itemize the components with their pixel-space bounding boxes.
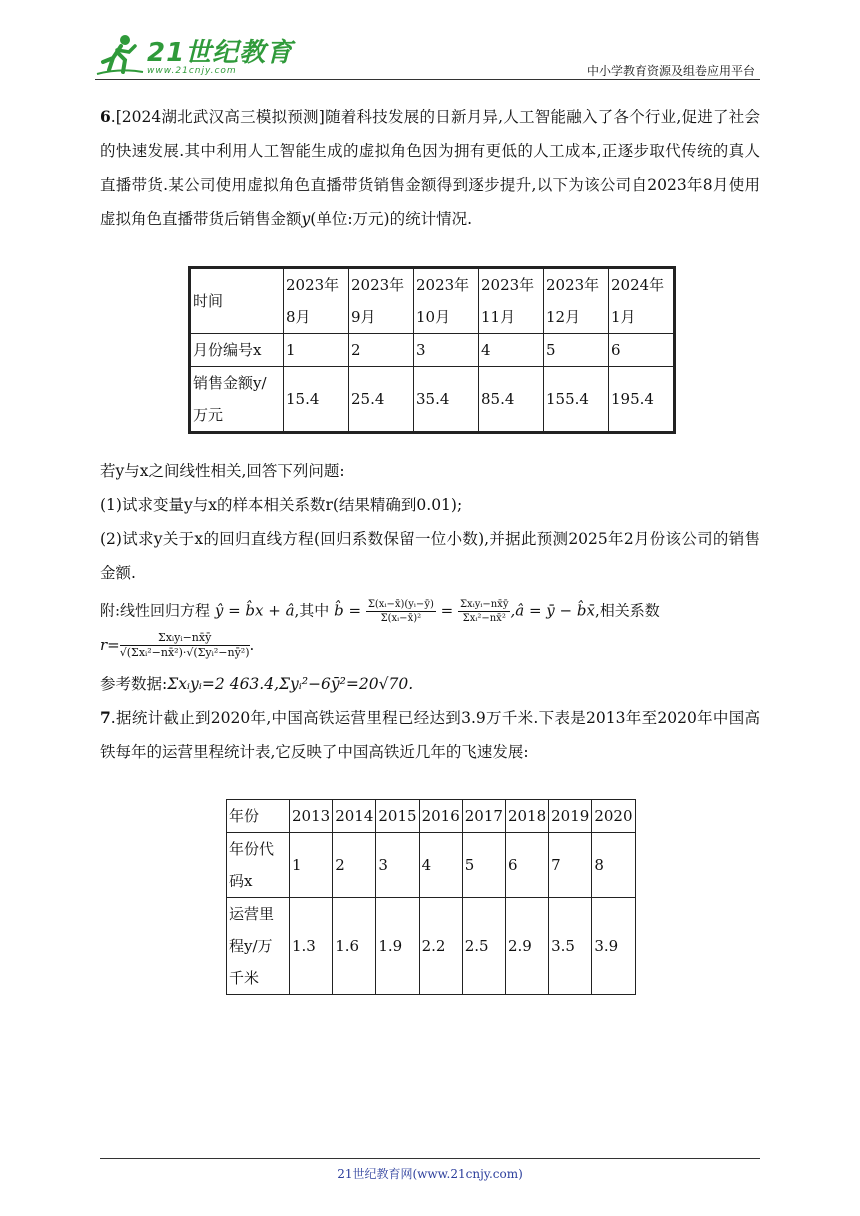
q7-intro-text: .据统计截止到2020年,中国高铁运营里程已经达到3.9万千米.下表是2013年至2020年中国高铁每年的运营里程统计表,它反映了中国高铁近几年的飞速发展: xyxy=(100,708,760,761)
mileage-cell: 2.2 xyxy=(419,897,462,994)
time-cell: 2024年1月 xyxy=(609,268,675,334)
y-cell: 85.4 xyxy=(479,367,544,433)
code-cell: 7 xyxy=(549,832,592,897)
year-cell: 2020 xyxy=(592,799,635,832)
y-cell: 195.4 xyxy=(609,367,675,433)
reference-data xyxy=(100,667,760,701)
logo-url: www.21cnjy.com xyxy=(147,66,237,76)
ref-label: 参考数据: xyxy=(100,674,168,693)
appendix-mid: ,其中 xyxy=(294,601,330,620)
logo-title: 21世纪教育 xyxy=(147,38,294,68)
table-row xyxy=(227,832,636,897)
code-cell: 6 xyxy=(505,832,548,897)
x-cell: 2 xyxy=(349,334,414,367)
runner-logo-icon xyxy=(95,32,145,76)
correlation-formula: r= $\frac{\text{Σxᵢyᵢ−nx̄ȳ}}{\text{√(Σxᵢ²−nx̄²)·√(Σyᵢ²−nȳ²)}}$ . xyxy=(100,631,255,660)
logo xyxy=(95,32,293,76)
x-cell: 6 xyxy=(609,334,675,367)
time-cell: 2023年12月 xyxy=(544,268,609,334)
fraction-numerator: Σxᵢyᵢ−nx̄ȳ xyxy=(120,631,250,646)
q6-number: 6 xyxy=(100,107,111,126)
fraction-numerator: Σ(xᵢ−x̄)(yᵢ−ȳ) xyxy=(367,599,434,610)
x-cell: 5 xyxy=(544,334,609,367)
mileage-cell: 3.5 xyxy=(549,897,592,994)
row-label-mileage: 运营里程y/万千米 xyxy=(227,897,290,994)
time-cell: 2023年11月 xyxy=(479,268,544,334)
year-cell: 2018 xyxy=(505,799,548,832)
q6-part2: (2)试求y关于x的回归直线方程(回归系数保留一位小数),并据此预测2025年2月份该公司的销售金额. xyxy=(100,530,760,582)
a-hat-formula: ,â = ȳ − b̂x̄ xyxy=(510,601,595,620)
q6-intro-var: y xyxy=(301,210,311,228)
appendix-formula: 附:线性回归方程 ŷ = b̂x + â,其中 b̂ = $\frac{\text{Σ(xᵢ−x̄)(yᵢ−ȳ)}}{\text{Σ(xᵢ−x̄)²}}$ = $\frac{\text{Σxᵢyᵢ−nx̄ȳ}}{\text{Σxᵢ²−nx̄²}}$ ,â = ȳ − b̂x̄,相关系数 xyxy=(100,599,660,624)
year-cell: 2013 xyxy=(290,799,333,832)
y-cell: 35.4 xyxy=(414,367,479,433)
sales-table xyxy=(188,266,676,434)
y-cell: 15.4 xyxy=(284,367,349,433)
page-content xyxy=(100,100,760,995)
r-fraction xyxy=(120,631,250,661)
footer-link[interactable]: 21世纪教育网(www.21cnjy.com) xyxy=(337,1167,523,1181)
time-cell: 2023年10月 xyxy=(414,268,479,334)
year-cell: 2019 xyxy=(549,799,592,832)
mileage-cell: 3.9 xyxy=(592,897,635,994)
row-label-y: 销售金额y/万元 xyxy=(190,367,284,433)
row-label-code: 年份代码x xyxy=(227,832,290,897)
row-label-x: 月份编号x xyxy=(190,334,284,367)
time-cell: 2023年8月 xyxy=(284,268,349,334)
mileage-cell: 1.3 xyxy=(290,897,333,994)
mileage-cell: 2.5 xyxy=(462,897,505,994)
mileage-cell: 1.6 xyxy=(333,897,376,994)
appendix-lead: 附:线性回归方程 xyxy=(100,601,211,620)
table-row xyxy=(190,268,675,334)
code-cell: 2 xyxy=(333,832,376,897)
rail-table xyxy=(226,799,636,995)
year-cell: 2015 xyxy=(376,799,419,832)
y-cell: 25.4 xyxy=(349,367,414,433)
header-divider xyxy=(95,79,760,80)
mileage-cell: 2.9 xyxy=(505,897,548,994)
code-cell: 5 xyxy=(462,832,505,897)
b-hat-label: b̂ = xyxy=(334,601,362,620)
y-cell: 155.4 xyxy=(544,367,609,433)
row-label-time: 时间 xyxy=(190,268,284,334)
q6-intro xyxy=(100,100,760,236)
q7-number: 7 xyxy=(100,707,111,727)
table-row xyxy=(227,897,636,994)
q6-intro-text-end: (单位:万元)的统计情况. xyxy=(310,210,473,228)
mileage-cell: 1.9 xyxy=(376,897,419,994)
fraction-denominator: Σ(xᵢ−x̄)² xyxy=(380,613,422,624)
footer-divider xyxy=(100,1158,760,1159)
code-cell: 1 xyxy=(290,832,333,897)
code-cell: 8 xyxy=(592,832,635,897)
q7-intro xyxy=(100,701,760,769)
regression-equation: ŷ = b̂x + â xyxy=(214,601,295,620)
fraction-numerator: Σxᵢyᵢ−nx̄ȳ xyxy=(459,599,509,610)
x-cell: 3 xyxy=(414,334,479,367)
code-cell: 3 xyxy=(376,832,419,897)
r-label: r= xyxy=(100,635,120,654)
time-cell: 2023年9月 xyxy=(349,268,414,334)
x-cell: 4 xyxy=(479,334,544,367)
table-row xyxy=(227,799,636,832)
q6-intro-text: .[2024湖北武汉高三模拟预测]随着科技发展的日新月异,人工智能融入了各个行业,促进了社会的快速发展.其中利用人工智能生成的虚拟角色因为拥有更低的人工成本,正逐步取代传统的真人直播带货.某公司使用虚拟角色直播带货销售金额得到逐步提升,以下为该公司自2023年8月使用虚拟角色直播带货后销售金额 xyxy=(100,108,760,228)
ref-data-1: Σxᵢyᵢ=2 463.4, xyxy=(167,674,280,693)
table-row xyxy=(190,367,675,433)
row-label-year: 年份 xyxy=(227,799,290,832)
year-cell: 2017 xyxy=(462,799,505,832)
b-fraction-1 xyxy=(366,598,436,625)
page-header xyxy=(95,28,760,80)
q6-premise: 若y与x之间线性相关,回答下列问题: xyxy=(100,462,345,480)
x-cell: 1 xyxy=(284,334,349,367)
code-cell: 4 xyxy=(419,832,462,897)
fraction-denominator: Σxᵢ²−nx̄² xyxy=(462,613,506,624)
year-cell: 2014 xyxy=(333,799,376,832)
year-cell: 2016 xyxy=(419,799,462,832)
table-row xyxy=(190,334,675,367)
b-fraction-2 xyxy=(458,598,511,625)
q6-part1: (1)试求变量y与x的样本相关系数r(结果精确到0.01); xyxy=(100,496,463,514)
fraction-denominator: √(Σxᵢ²−nx̄²)·√(Σyᵢ²−nȳ²) xyxy=(119,646,250,660)
corr-label: ,相关系数 xyxy=(594,601,660,620)
platform-label: 中小学教育资源及组卷应用平台 xyxy=(586,64,755,78)
ref-data-2: Σyᵢ²−6ȳ²=20√70. xyxy=(279,674,414,693)
